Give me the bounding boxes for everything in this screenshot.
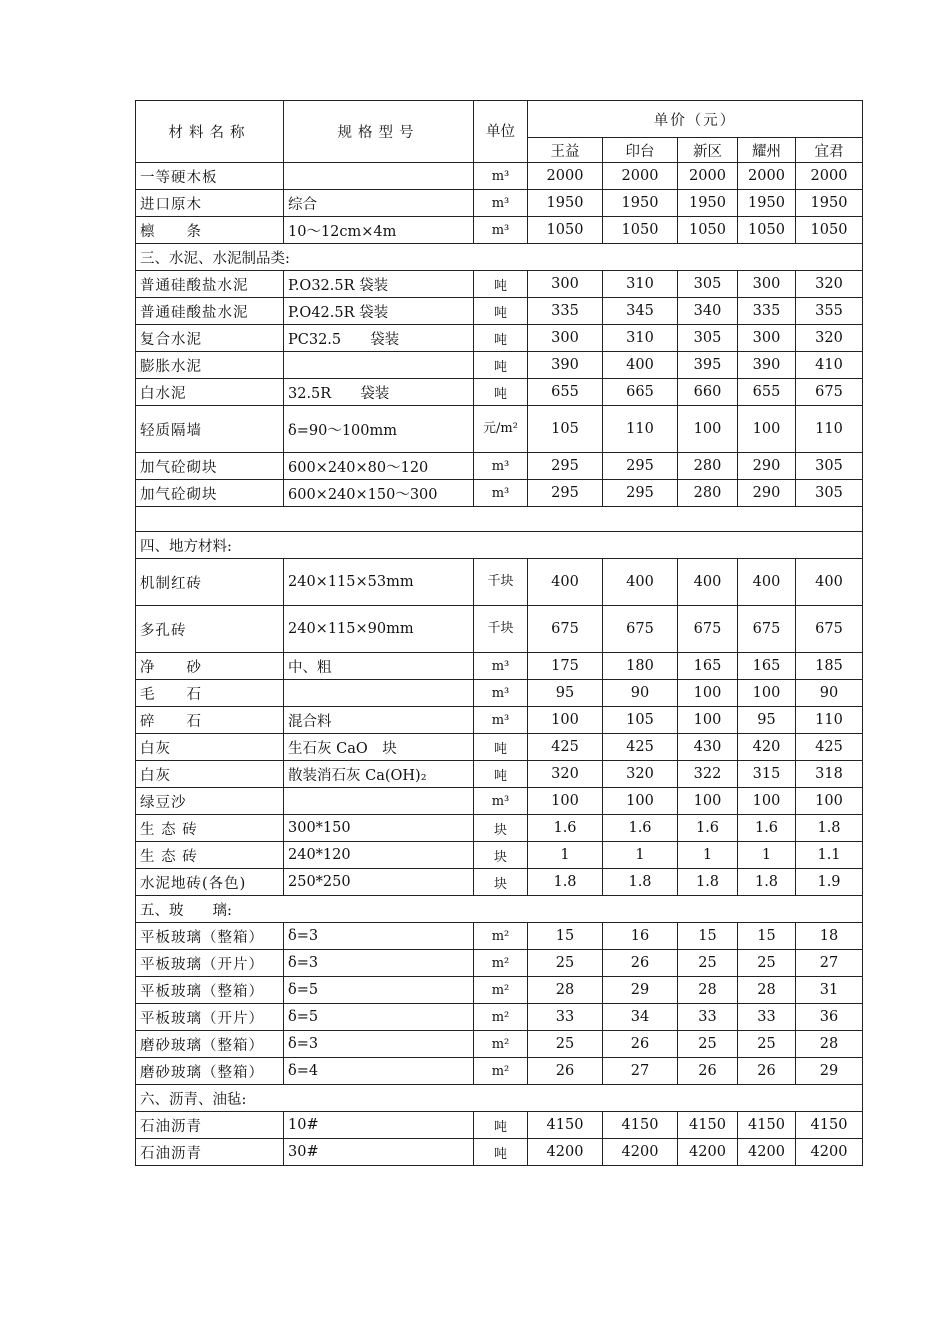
section-row [136,532,863,559]
spec-cell: 中、粗 [284,653,474,680]
price-cell: 100 [678,788,738,815]
material-name: 膨胀水泥 [136,352,284,379]
unit-cell: 吨 [474,379,528,406]
table-row [136,559,863,606]
price-cell: 90 [796,680,863,707]
price-cell: 305 [678,271,738,298]
price-cell: 25 [738,1031,796,1058]
price-cell: 31 [796,977,863,1004]
table-row [136,606,863,653]
price-cell: 1.6 [528,815,603,842]
material-name: 生 态 砖 [136,842,284,869]
price-cell: 1.8 [796,815,863,842]
spec-cell [284,352,474,379]
unit-cell: 吨 [474,734,528,761]
price-cell: 1050 [678,217,738,244]
table-row [136,977,863,1004]
price-cell: 16 [603,923,678,950]
table-row [136,163,863,190]
price-cell: 320 [528,761,603,788]
section-title: 四、地方材料: [136,532,863,559]
price-cell: 355 [796,298,863,325]
spec-cell: 综合 [284,190,474,217]
price-cell: 26 [603,1031,678,1058]
price-cell: 335 [738,298,796,325]
price-cell: 290 [738,480,796,507]
table-row [136,453,863,480]
material-name: 石油沥青 [136,1112,284,1139]
price-cell: 1.8 [678,869,738,896]
price-cell: 36 [796,1004,863,1031]
price-cell: 34 [603,1004,678,1031]
spec-cell: 250*250 [284,869,474,896]
price-cell: 2000 [603,163,678,190]
material-name: 轻质隔墙 [136,406,284,453]
material-name: 机制红砖 [136,559,284,606]
table-row [136,190,863,217]
price-cell: 1950 [678,190,738,217]
price-cell: 100 [678,406,738,453]
material-name: 石油沥青 [136,1139,284,1166]
price-cell: 335 [528,298,603,325]
section-row [136,1085,863,1112]
price-cell: 100 [528,788,603,815]
section-row [136,896,863,923]
table-row [136,761,863,788]
material-name: 毛 石 [136,680,284,707]
price-cell: 26 [603,950,678,977]
price-cell: 100 [528,707,603,734]
price-cell: 420 [738,734,796,761]
price-cell: 1950 [603,190,678,217]
spec-cell: 混合料 [284,707,474,734]
region-header: 宜君 [796,138,863,163]
table-row [136,325,863,352]
price-cell: 100 [738,680,796,707]
table-row [136,680,863,707]
material-name: 加气砼砌块 [136,453,284,480]
material-name: 檩 条 [136,217,284,244]
table-row [136,271,863,298]
price-cell: 1950 [738,190,796,217]
price-cell: 28 [678,977,738,1004]
unit-cell: 吨 [474,325,528,352]
unit-cell: 块 [474,815,528,842]
spec-cell: δ=4 [284,1058,474,1085]
table-row [136,1058,863,1085]
price-cell: 2000 [528,163,603,190]
price-cell: 425 [796,734,863,761]
section-title: 三、水泥、水泥制品类: [136,244,863,271]
table-row [136,298,863,325]
spec-cell [284,163,474,190]
price-cell: 28 [528,977,603,1004]
table-row [136,923,863,950]
price-cell: 300 [528,325,603,352]
spec-cell: 30# [284,1139,474,1166]
price-cell: 100 [738,788,796,815]
table-row [136,950,863,977]
price-cell: 310 [603,325,678,352]
section-title: 五、玻 璃: [136,896,863,923]
price-cell: 400 [678,559,738,606]
material-name: 净 砂 [136,653,284,680]
unit-cell: 吨 [474,271,528,298]
price-cell: 4150 [796,1112,863,1139]
price-cell: 25 [528,950,603,977]
price-cell: 300 [738,325,796,352]
spec-cell: 240×115×53mm [284,559,474,606]
price-cell: 675 [738,606,796,653]
unit-cell: 吨 [474,298,528,325]
price-cell: 2000 [796,163,863,190]
price-cell: 4150 [738,1112,796,1139]
price-cell: 33 [678,1004,738,1031]
unit-cell: m³ [474,788,528,815]
price-cell: 26 [528,1058,603,1085]
unit-cell: m³ [474,653,528,680]
spec-cell: 32.5R 袋装 [284,379,474,406]
material-name-header: 材料名称 [136,101,284,163]
spec-cell: δ=3 [284,950,474,977]
price-cell: 295 [528,480,603,507]
price-cell: 305 [796,453,863,480]
material-name: 平板玻璃（开片） [136,1004,284,1031]
unit-cell: 吨 [474,761,528,788]
spec-cell [284,680,474,707]
region-header: 王益 [528,138,603,163]
price-cell: 295 [603,480,678,507]
price-cell: 4150 [678,1112,738,1139]
price-cell: 100 [678,707,738,734]
price-cell: 2000 [738,163,796,190]
price-cell: 425 [528,734,603,761]
unit-cell: m² [474,950,528,977]
price-cell: 33 [738,1004,796,1031]
material-name: 加气砼砌块 [136,480,284,507]
region-header: 新区 [678,138,738,163]
material-name: 平板玻璃（整箱） [136,923,284,950]
price-cell: 33 [528,1004,603,1031]
material-name: 多孔砖 [136,606,284,653]
price-cell: 320 [603,761,678,788]
price-cell: 318 [796,761,863,788]
material-name: 一等硬木板 [136,163,284,190]
price-cell: 25 [738,950,796,977]
price-cell: 395 [678,352,738,379]
price-cell: 18 [796,923,863,950]
price-cell: 100 [603,788,678,815]
material-name: 普通硅酸盐水泥 [136,271,284,298]
price-cell: 25 [678,1031,738,1058]
table-row [136,406,863,453]
price-cell: 390 [738,352,796,379]
table-row [136,1031,863,1058]
price-cell: 675 [528,606,603,653]
price-cell: 280 [678,453,738,480]
price-cell: 345 [603,298,678,325]
price-cell: 4200 [738,1139,796,1166]
unit-cell: 元/m² [474,406,528,453]
price-cell: 655 [738,379,796,406]
table-row [136,1139,863,1166]
price-cell: 29 [603,977,678,1004]
price-cell: 290 [738,453,796,480]
price-cell: 1.8 [603,869,678,896]
price-cell: 665 [603,379,678,406]
price-cell: 315 [738,761,796,788]
unit-cell: m² [474,1004,528,1031]
price-cell: 4150 [603,1112,678,1139]
unit-cell: m³ [474,680,528,707]
price-cell: 15 [678,923,738,950]
spec-cell: δ=5 [284,977,474,1004]
price-cell: 400 [738,559,796,606]
unit-cell: m³ [474,453,528,480]
table-row [136,217,863,244]
price-cell: 1.9 [796,869,863,896]
spec-cell: P.O32.5R 袋装 [284,271,474,298]
section-title: 六、沥青、油毡: [136,1085,863,1112]
material-name: 碎 石 [136,707,284,734]
price-cell: 410 [796,352,863,379]
spec-cell [284,788,474,815]
price-cell: 100 [738,406,796,453]
price-cell: 280 [678,480,738,507]
table-row [136,842,863,869]
price-cell: 1050 [796,217,863,244]
table-row [136,1004,863,1031]
price-cell: 1.1 [796,842,863,869]
price-cell: 185 [796,653,863,680]
blank-cell [136,507,863,532]
unit-cell: m³ [474,480,528,507]
spec-cell: 600×240×80～120 [284,453,474,480]
price-cell: 305 [678,325,738,352]
price-cell: 100 [796,788,863,815]
price-cell: 29 [796,1058,863,1085]
spec-cell: 散装消石灰 Ca(OH)₂ [284,761,474,788]
price-cell: 165 [738,653,796,680]
material-name: 白灰 [136,734,284,761]
price-cell: 15 [528,923,603,950]
price-cell: 28 [796,1031,863,1058]
region-header: 印台 [603,138,678,163]
price-cell: 110 [603,406,678,453]
material-name: 绿豆沙 [136,788,284,815]
price-cell: 400 [603,559,678,606]
price-cell: 305 [796,480,863,507]
table-row [136,788,863,815]
price-cell: 4200 [796,1139,863,1166]
price-cell: 110 [796,707,863,734]
price-cell: 1950 [796,190,863,217]
header-row [136,101,863,138]
unit-cell: m³ [474,217,528,244]
price-cell: 320 [796,271,863,298]
table-row [136,480,863,507]
price-cell: 165 [678,653,738,680]
material-name: 平板玻璃（开片） [136,950,284,977]
price-table [135,100,863,1166]
spec-header: 规格型号 [284,101,474,163]
unit-cell: 块 [474,869,528,896]
price-cell: 25 [528,1031,603,1058]
unit-cell: m² [474,1058,528,1085]
price-cell: 95 [738,707,796,734]
price-cell: 25 [678,950,738,977]
spec-cell: δ=90～100mm [284,406,474,453]
price-cell: 105 [603,707,678,734]
price-cell: 28 [738,977,796,1004]
price-cell: 675 [603,606,678,653]
price-cell: 430 [678,734,738,761]
material-name: 磨砂玻璃（整箱） [136,1058,284,1085]
price-cell: 90 [603,680,678,707]
price-cell: 1.8 [738,869,796,896]
unit-cell: 吨 [474,1139,528,1166]
price-cell: 4150 [528,1112,603,1139]
price-cell: 300 [738,271,796,298]
unit-cell: 千块 [474,606,528,653]
table-row [136,869,863,896]
price-cell: 300 [528,271,603,298]
unit-cell: m² [474,977,528,1004]
price-cell: 320 [796,325,863,352]
unit-cell: m² [474,1031,528,1058]
price-cell: 95 [528,680,603,707]
spec-cell: δ=5 [284,1004,474,1031]
price-cell: 4200 [528,1139,603,1166]
price-cell: 105 [528,406,603,453]
material-name: 普通硅酸盐水泥 [136,298,284,325]
price-cell: 1 [603,842,678,869]
material-name: 生 态 砖 [136,815,284,842]
price-cell: 100 [678,680,738,707]
spec-cell: 240*120 [284,842,474,869]
table-row [136,815,863,842]
price-cell: 2000 [678,163,738,190]
price-cell: 675 [796,606,863,653]
unit-cell: m³ [474,190,528,217]
spec-cell: 300*150 [284,815,474,842]
unit-cell: 千块 [474,559,528,606]
price-cell: 660 [678,379,738,406]
price-cell: 1950 [528,190,603,217]
price-cell: 400 [528,559,603,606]
spec-cell: 10～12cm×4m [284,217,474,244]
blank-row [136,507,863,532]
price-cell: 1050 [528,217,603,244]
price-cell: 340 [678,298,738,325]
material-name: 进口原木 [136,190,284,217]
price-cell: 400 [603,352,678,379]
material-name: 水泥地砖(各色) [136,869,284,896]
price-cell: 1 [528,842,603,869]
price-cell: 1.8 [528,869,603,896]
material-name: 复合水泥 [136,325,284,352]
table-row [136,379,863,406]
material-name: 磨砂玻璃（整箱） [136,1031,284,1058]
spec-cell: δ=3 [284,1031,474,1058]
spec-cell: 10# [284,1112,474,1139]
price-cell: 110 [796,406,863,453]
spec-cell: δ=3 [284,923,474,950]
unit-cell: 吨 [474,1112,528,1139]
price-cell: 180 [603,653,678,680]
spec-cell: PC32.5 袋装 [284,325,474,352]
price-cell: 4200 [603,1139,678,1166]
price-cell: 400 [796,559,863,606]
material-name: 白水泥 [136,379,284,406]
table-row [136,734,863,761]
price-cell: 675 [678,606,738,653]
price-cell: 322 [678,761,738,788]
price-cell: 295 [603,453,678,480]
table-row [136,1112,863,1139]
spec-cell: P.O42.5R 袋装 [284,298,474,325]
section-row [136,244,863,271]
table-row [136,653,863,680]
price-cell: 27 [603,1058,678,1085]
unit-header: 单位 [474,101,528,163]
price-cell: 1 [738,842,796,869]
price-cell: 15 [738,923,796,950]
unit-cell: m³ [474,163,528,190]
spec-cell: 生石灰 CaO 块 [284,734,474,761]
material-name: 平板玻璃（整箱） [136,977,284,1004]
price-cell: 26 [738,1058,796,1085]
material-name: 白灰 [136,761,284,788]
price-cell: 1.6 [678,815,738,842]
unit-cell: m² [474,923,528,950]
unit-price-header: 单价（元） [528,101,863,138]
price-cell: 655 [528,379,603,406]
price-cell: 310 [603,271,678,298]
price-cell: 675 [796,379,863,406]
table-body [136,101,863,1166]
spec-cell: 240×115×90mm [284,606,474,653]
region-header: 耀州 [738,138,796,163]
spec-cell: 600×240×150～300 [284,480,474,507]
unit-cell: 吨 [474,352,528,379]
price-cell: 1 [678,842,738,869]
price-cell: 26 [678,1058,738,1085]
price-cell: 425 [603,734,678,761]
unit-cell: 块 [474,842,528,869]
price-cell: 175 [528,653,603,680]
price-cell: 1050 [738,217,796,244]
price-cell: 1.6 [603,815,678,842]
price-cell: 1050 [603,217,678,244]
price-cell: 27 [796,950,863,977]
price-cell: 295 [528,453,603,480]
price-cell: 4200 [678,1139,738,1166]
price-cell: 390 [528,352,603,379]
price-cell: 1.6 [738,815,796,842]
unit-cell: m³ [474,707,528,734]
table-row [136,707,863,734]
table-row [136,352,863,379]
